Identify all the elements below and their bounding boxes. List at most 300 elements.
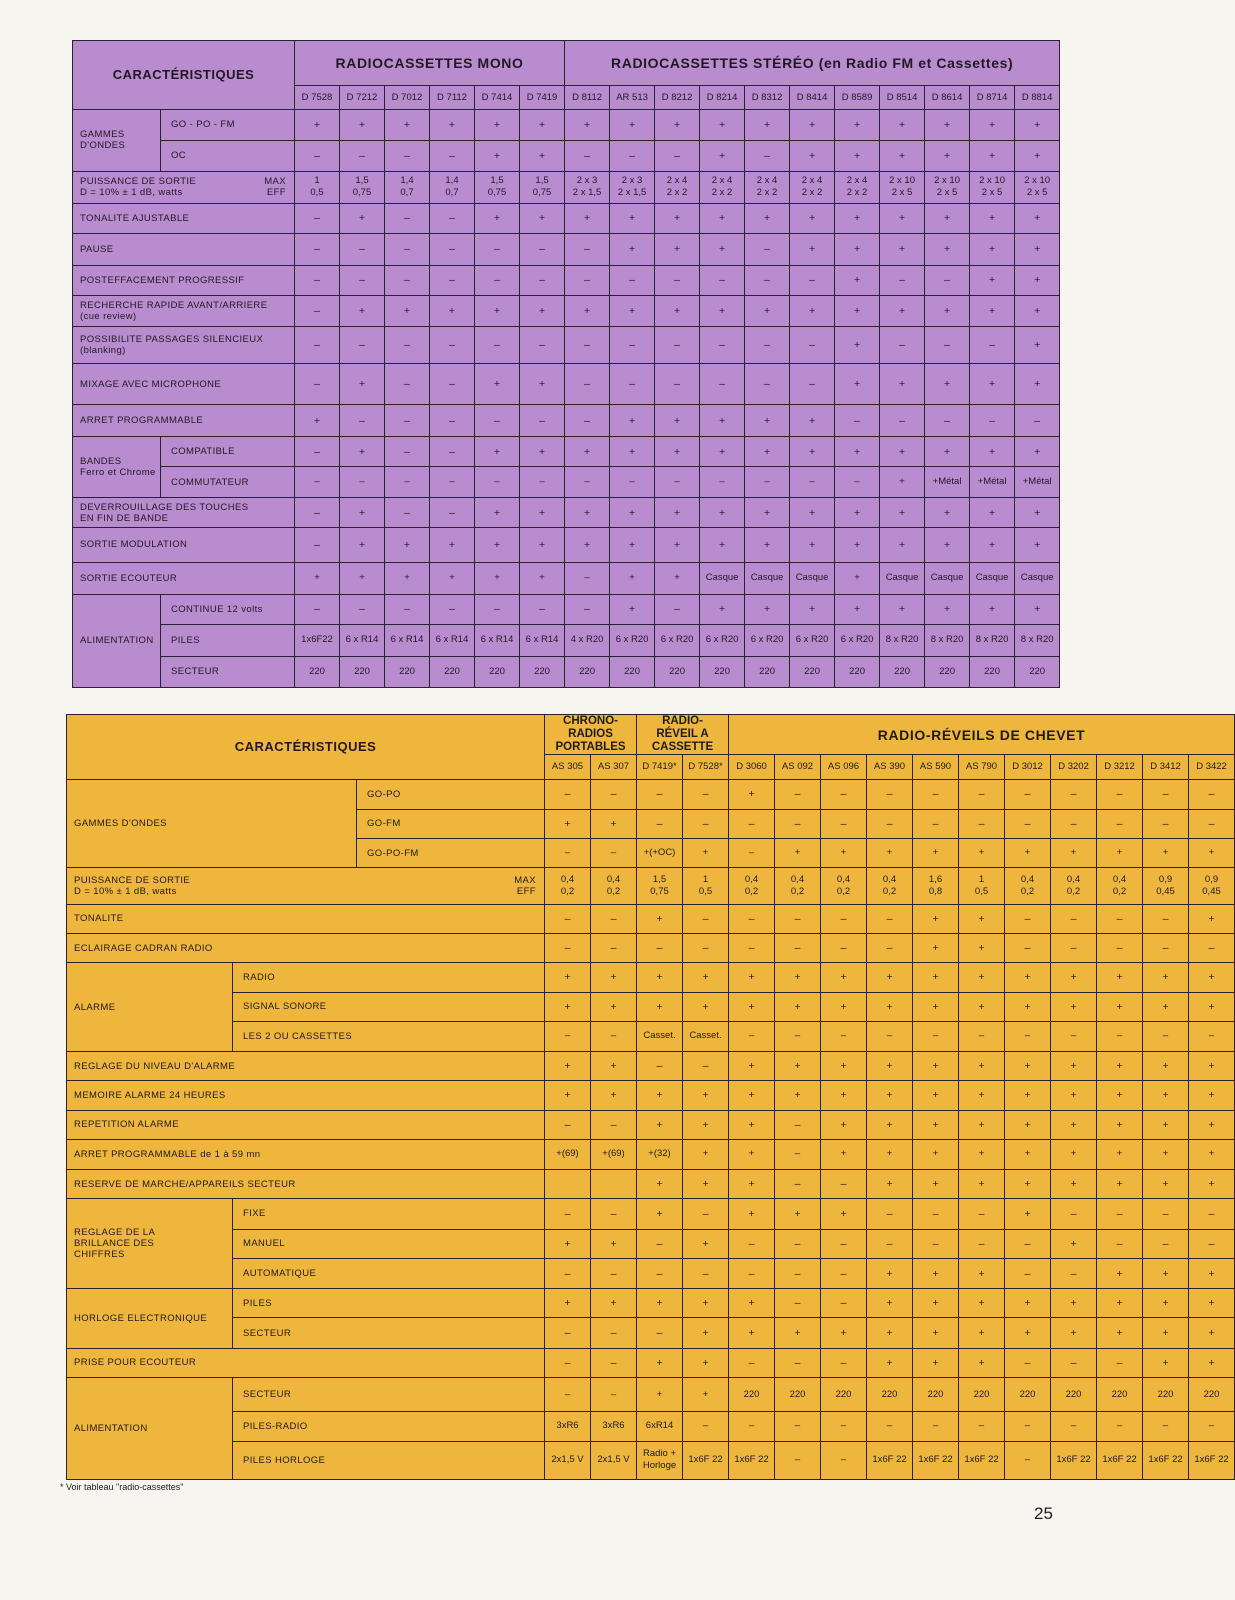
value-cell: +: [1005, 1052, 1051, 1081]
value-cell: –: [340, 467, 385, 498]
value-cell: +: [565, 203, 610, 233]
value-cell: +: [637, 1289, 683, 1318]
value-cell: 220: [925, 656, 970, 687]
value-cell: –: [835, 467, 880, 498]
value-cell: +: [913, 904, 959, 933]
value-cell: +: [610, 594, 655, 624]
value-cell: –: [430, 594, 475, 624]
table-row: [67, 1199, 1235, 1229]
row-label-ecouteur: SORTIE ECOUTEUR: [73, 562, 295, 594]
value-cell: +: [1051, 992, 1097, 1021]
table-row: [73, 437, 1060, 467]
value-cell: +: [925, 437, 970, 467]
value-cell: [700, 171, 745, 203]
value-cell: –: [821, 779, 867, 809]
value-cell: +: [1189, 1110, 1235, 1139]
value-cell: –: [775, 933, 821, 962]
footnote: * Voir tableau "radio-cassettes": [60, 1482, 184, 1492]
model-header: D 8214: [700, 85, 745, 109]
value-cell: –: [295, 233, 340, 265]
row-label-alimentation: ALIMENTATION: [67, 1377, 233, 1479]
value-cell: +: [520, 295, 565, 326]
value-cell: +: [610, 405, 655, 437]
value-cell: Casset.: [683, 1021, 729, 1051]
value-cell: +: [545, 992, 591, 1021]
value-cell: –: [1143, 904, 1189, 933]
value-cell: +: [565, 109, 610, 140]
model-header: D 3060: [729, 755, 775, 779]
value-cell: +: [637, 1199, 683, 1229]
value-cell: 6 x R20: [835, 624, 880, 656]
value-cell: +: [610, 437, 655, 467]
value-cell: +: [1051, 839, 1097, 868]
value-cell: +: [745, 295, 790, 326]
value-cell: +: [867, 1258, 913, 1288]
value-cell: +: [880, 437, 925, 467]
row-label-gopo: GO-PO: [357, 779, 545, 809]
value-cell: –: [385, 326, 430, 363]
value-cell: +: [655, 405, 700, 437]
value-cell: –: [565, 405, 610, 437]
value-cell: +: [867, 1318, 913, 1348]
value-cell: 2x1,5 V: [545, 1441, 591, 1479]
value-cell: +: [913, 1081, 959, 1110]
text-line: 1,5: [535, 175, 549, 187]
text-line: RADIO-: [662, 715, 703, 728]
value-cell: +: [821, 963, 867, 992]
value-cell: –: [959, 809, 1005, 838]
value-cell: –: [775, 1441, 821, 1479]
row-label-puissance: [67, 868, 545, 904]
value-cell: 220: [913, 1377, 959, 1411]
value-cell: +: [340, 437, 385, 467]
text-line: 2 x 2: [711, 187, 733, 199]
value-cell: +: [867, 1348, 913, 1377]
value-cell: +: [821, 1081, 867, 1110]
value-cell: +: [637, 963, 683, 992]
value-cell: –: [1097, 779, 1143, 809]
model-header: D 8589: [835, 85, 880, 109]
value-cell: –: [700, 265, 745, 295]
table-row: [67, 1021, 1235, 1051]
value-cell: –: [655, 594, 700, 624]
text-line: 2 x 3: [621, 175, 643, 187]
value-cell: +: [591, 1081, 637, 1110]
text-line: PORTABLES: [555, 741, 626, 754]
value-cell: –: [385, 467, 430, 498]
value-cell: +: [835, 265, 880, 295]
value-cell: Casque: [745, 562, 790, 594]
value-cell: 220: [1143, 1377, 1189, 1411]
value-cell: +: [867, 963, 913, 992]
value-cell: +: [729, 1139, 775, 1169]
text-line: 2 x 10: [979, 175, 1005, 187]
value-cell: 220: [880, 656, 925, 687]
text-line: 0,2: [744, 886, 759, 898]
value-cell: 220: [295, 656, 340, 687]
row-label-manuel: MANUEL: [233, 1229, 545, 1258]
value-cell: –: [520, 405, 565, 437]
value-cell: –: [385, 233, 430, 265]
row-label-pause: PAUSE: [73, 233, 295, 265]
value-cell: –: [545, 1318, 591, 1348]
row-label-repetition: REPETITION ALARME: [67, 1110, 545, 1139]
value-cell: +: [745, 498, 790, 528]
value-cell: –: [655, 140, 700, 171]
value-cell: –: [1051, 904, 1097, 933]
value-cell: –: [925, 405, 970, 437]
text-line: EN FIN DE BANDE: [80, 512, 169, 524]
model-header: D 8514: [880, 85, 925, 109]
value-cell: +: [880, 528, 925, 562]
text-line: 1: [702, 874, 709, 886]
text-line: 0,45: [1156, 886, 1175, 898]
value-cell: +: [520, 364, 565, 405]
table-row: [73, 624, 1060, 656]
value-cell: +: [867, 839, 913, 868]
value-cell: –: [1143, 1412, 1189, 1441]
value-cell: +: [430, 109, 475, 140]
value-cell: +: [925, 498, 970, 528]
value-cell: –: [655, 467, 700, 498]
value-cell: –: [745, 140, 790, 171]
value-cell: +: [970, 265, 1015, 295]
value-cell: –: [925, 326, 970, 363]
value-cell: +: [867, 1170, 913, 1199]
value-cell: 1x6F 22: [1143, 1441, 1189, 1479]
value-cell: 220: [430, 656, 475, 687]
value-cell: +: [775, 1052, 821, 1081]
value-cell: +: [821, 1318, 867, 1348]
text-line: 0,2: [560, 886, 575, 898]
value-cell: +: [700, 203, 745, 233]
text-line: 0,4: [836, 874, 851, 886]
value-cell: [545, 1170, 591, 1199]
value-cell: –: [867, 904, 913, 933]
value-cell: –: [867, 1199, 913, 1229]
value-cell: –: [867, 1021, 913, 1051]
text-line: 2 x 4: [801, 175, 823, 187]
value-cell: [913, 868, 959, 904]
row-label-brillance: [67, 1199, 233, 1289]
value-cell: +(69): [591, 1139, 637, 1169]
value-cell: +: [1015, 203, 1060, 233]
value-cell: +: [637, 1348, 683, 1377]
text-line: BANDES: [80, 456, 122, 468]
page-number: 25: [1034, 1504, 1053, 1523]
value-cell: +: [880, 203, 925, 233]
value-cell: +: [729, 1318, 775, 1348]
value-cell: +: [970, 528, 1015, 562]
value-cell: +: [591, 1229, 637, 1258]
value-cell: [637, 868, 683, 904]
value-cell: +: [610, 528, 655, 562]
text-line: 0,2: [882, 886, 897, 898]
value-cell: –: [1005, 1258, 1051, 1288]
value-cell: –: [775, 809, 821, 838]
value-cell: +: [637, 1377, 683, 1411]
value-cell: –: [385, 203, 430, 233]
value-cell: +(69): [545, 1139, 591, 1169]
value-cell: +: [913, 1258, 959, 1288]
value-cell: 6 x R14: [340, 624, 385, 656]
value-cell: +: [913, 1348, 959, 1377]
value-cell: –: [821, 933, 867, 962]
value-cell: +: [655, 233, 700, 265]
value-cell: +: [1097, 1052, 1143, 1081]
value-cell: [591, 1170, 637, 1199]
value-cell: +: [1051, 1110, 1097, 1139]
text-line: 1: [978, 874, 985, 886]
value-cell: Casque: [970, 562, 1015, 594]
value-cell: +: [729, 779, 775, 809]
value-cell: [925, 171, 970, 203]
value-cell: –: [295, 295, 340, 326]
value-cell: +: [340, 203, 385, 233]
value-cell: 220: [970, 656, 1015, 687]
model-header: D 7419*: [637, 755, 683, 779]
value-cell: –: [775, 1170, 821, 1199]
value-cell: –: [385, 405, 430, 437]
value-cell: 220: [959, 1377, 1005, 1411]
value-cell: +: [913, 1318, 959, 1348]
text-line: 0,75: [487, 187, 507, 199]
value-cell: +: [867, 1139, 913, 1169]
value-cell: –: [867, 1412, 913, 1441]
value-cell: +: [1097, 1110, 1143, 1139]
value-cell: 8 x R20: [880, 624, 925, 656]
value-cell: –: [1051, 809, 1097, 838]
value-cell: +: [475, 203, 520, 233]
value-cell: –: [745, 467, 790, 498]
value-cell: 6 x R20: [745, 624, 790, 656]
table-row: [73, 326, 1060, 363]
value-cell: –: [591, 839, 637, 868]
value-cell: +: [700, 405, 745, 437]
value-cell: –: [545, 904, 591, 933]
text-line: BRILLANCE DES: [74, 1238, 155, 1250]
value-cell: +: [1005, 1318, 1051, 1348]
value-cell: [520, 171, 565, 203]
value-cell: –: [775, 1412, 821, 1441]
value-cell: +: [545, 1052, 591, 1081]
value-cell: +: [729, 963, 775, 992]
value-cell: 6 x R20: [655, 624, 700, 656]
value-cell: –: [430, 233, 475, 265]
value-cell: [545, 868, 591, 904]
value-cell: +: [1143, 1258, 1189, 1288]
value-cell: –: [475, 265, 520, 295]
value-cell: +: [970, 437, 1015, 467]
text-line: 2 x 10: [1024, 175, 1051, 187]
value-cell: +: [1143, 1139, 1189, 1169]
value-cell: [610, 171, 655, 203]
value-cell: –: [821, 1021, 867, 1051]
value-cell: +: [1051, 1052, 1097, 1081]
value-cell: +: [700, 528, 745, 562]
value-cell: +: [1189, 1289, 1235, 1318]
text-line: 0,5: [310, 187, 324, 199]
value-cell: +: [867, 992, 913, 1021]
row-label-continue: CONTINUE 12 volts: [161, 594, 295, 624]
value-cell: +: [959, 1110, 1005, 1139]
row-label-secteur: SECTEUR: [161, 656, 295, 687]
value-cell: +: [970, 233, 1015, 265]
value-cell: [591, 868, 637, 904]
value-cell: –: [545, 1199, 591, 1229]
value-cell: –: [790, 364, 835, 405]
value-cell: 8 x R20: [925, 624, 970, 656]
value-cell: +: [1015, 326, 1060, 363]
value-cell: +: [637, 1170, 683, 1199]
table-row: [67, 1052, 1235, 1081]
text-line: 0,2: [1066, 886, 1081, 898]
value-cell: –: [1051, 1258, 1097, 1288]
value-cell: –: [295, 437, 340, 467]
value-cell: +: [790, 233, 835, 265]
value-cell: –: [430, 405, 475, 437]
value-cell: [430, 171, 475, 203]
text-line: CASSETTE: [651, 741, 714, 754]
value-cell: 1x6F 22: [1189, 1441, 1235, 1479]
text-line: 0,75: [532, 187, 552, 199]
value-cell: –: [610, 467, 655, 498]
table-row: [73, 656, 1060, 687]
value-cell: +: [1143, 992, 1189, 1021]
table-row: [67, 779, 1235, 809]
row-label-alim-secteur: SECTEUR: [233, 1377, 545, 1411]
value-cell: –: [1143, 933, 1189, 962]
max-label: MAX: [264, 176, 286, 188]
value-cell: +: [1143, 1318, 1189, 1348]
table-row: [67, 992, 1235, 1021]
value-cell: –: [295, 326, 340, 363]
value-cell: –: [1143, 1199, 1189, 1229]
value-cell: 1x6F 22: [1097, 1441, 1143, 1479]
text-line: 1: [314, 175, 320, 187]
value-cell: +: [295, 109, 340, 140]
value-cell: –: [745, 233, 790, 265]
text-line: 0,2: [1020, 886, 1035, 898]
value-cell: +: [959, 1170, 1005, 1199]
text-line: DEVERROUILLAGE DES TOUCHES: [80, 501, 249, 513]
group-header-chrono: [545, 715, 637, 755]
table-row: [73, 41, 1060, 86]
text-line: 2 x 5: [1026, 187, 1048, 199]
row-label-posteff: POSTEFFACEMENT PROGRESSIF: [73, 265, 295, 295]
value-cell: –: [637, 779, 683, 809]
value-cell: –: [591, 1258, 637, 1288]
value-cell: +: [683, 1081, 729, 1110]
value-cell: +: [700, 109, 745, 140]
value-cell: [835, 171, 880, 203]
table-row: [73, 265, 1060, 295]
text-line: 1,6: [928, 874, 943, 886]
value-cell: +: [880, 295, 925, 326]
value-cell: [775, 868, 821, 904]
text-line: 0,4: [560, 874, 575, 886]
value-cell: –: [729, 1021, 775, 1051]
value-cell: 220: [821, 1377, 867, 1411]
text-line: RECHERCHE RAPIDE AVANT/ARRIERE: [80, 299, 268, 311]
text-line: 1,5: [490, 175, 504, 187]
value-cell: 3xR6: [545, 1412, 591, 1441]
value-cell: +: [913, 963, 959, 992]
table-row: [67, 1139, 1235, 1169]
value-cell: +: [1051, 1289, 1097, 1318]
value-cell: +: [683, 1318, 729, 1348]
value-cell: –: [880, 326, 925, 363]
value-cell: +: [835, 498, 880, 528]
value-cell: +: [970, 140, 1015, 171]
value-cell: +: [835, 295, 880, 326]
value-cell: +: [520, 437, 565, 467]
value-cell: +: [970, 498, 1015, 528]
model-header: D 3202: [1051, 755, 1097, 779]
value-cell: Casque: [925, 562, 970, 594]
value-cell: +: [1143, 1170, 1189, 1199]
value-cell: –: [959, 1412, 1005, 1441]
value-cell: +: [683, 992, 729, 1021]
value-cell: –: [1189, 809, 1235, 838]
value-cell: –: [790, 265, 835, 295]
value-cell: +: [959, 992, 1005, 1021]
value-cell: +: [925, 140, 970, 171]
row-label-deverrouillage: [73, 498, 295, 528]
value-cell: –: [745, 364, 790, 405]
value-cell: 220: [729, 1377, 775, 1411]
text-line: 2 x 4: [846, 175, 868, 187]
table-row: [67, 1081, 1235, 1110]
value-cell: +: [655, 528, 700, 562]
text-line: 0,8: [928, 886, 943, 898]
value-cell: +: [1143, 1348, 1189, 1377]
value-cell: +: [1097, 1081, 1143, 1110]
value-cell: +: [880, 140, 925, 171]
text-line: 0,2: [836, 886, 851, 898]
model-header: D 7528: [295, 85, 340, 109]
value-cell: –: [821, 1258, 867, 1288]
text-line: 2 x 3: [576, 175, 598, 187]
value-cell: [729, 868, 775, 904]
value-cell: –: [1005, 933, 1051, 962]
value-cell: +: [1189, 1081, 1235, 1110]
value-cell: 220: [700, 656, 745, 687]
table-row: [67, 933, 1235, 962]
value-cell: +: [683, 1170, 729, 1199]
value-cell: Casque: [700, 562, 745, 594]
value-cell: +: [295, 562, 340, 594]
row-label-horloge-secteur: SECTEUR: [233, 1318, 545, 1348]
value-cell: –: [959, 1229, 1005, 1258]
value-cell: +: [1189, 839, 1235, 868]
value-cell: –: [475, 326, 520, 363]
row-label-les2: LES 2 OU CASSETTES: [233, 1021, 545, 1051]
value-cell: +: [959, 904, 1005, 933]
value-cell: +: [637, 1081, 683, 1110]
value-cell: +: [700, 437, 745, 467]
value-cell: –: [1097, 933, 1143, 962]
value-cell: +: [1189, 1170, 1235, 1199]
row-label-radio: RADIO: [233, 963, 545, 992]
table-row: [73, 594, 1060, 624]
value-cell: +Métal: [1015, 467, 1060, 498]
value-cell: +: [1005, 1139, 1051, 1169]
value-cell: –: [591, 1318, 637, 1348]
row-label-horloge: HORLOGE ELECTRONIQUE: [67, 1289, 233, 1349]
model-header: D 3012: [1005, 755, 1051, 779]
value-cell: –: [729, 1258, 775, 1288]
